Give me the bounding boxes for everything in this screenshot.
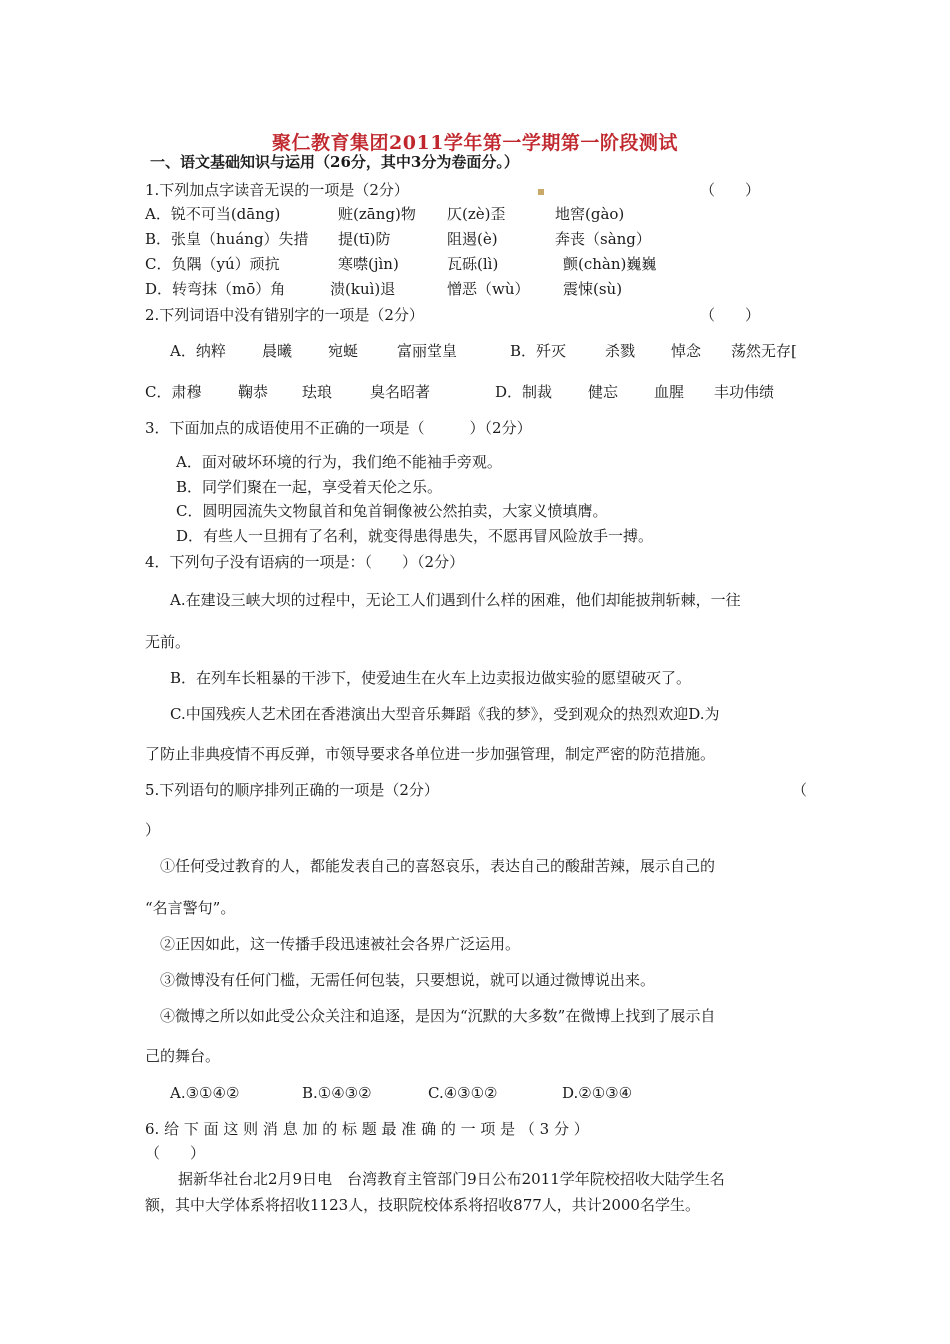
q5-sentence-4b: 己的舞台。 bbox=[145, 1047, 221, 1065]
q1-option-b: 奔丧（sàng） bbox=[555, 230, 651, 248]
q5-option: A.③①④② bbox=[170, 1084, 240, 1102]
q1-stem: 1.下列加点字读音无误的一项是（2分） bbox=[145, 181, 409, 199]
q5-paren-open: （ bbox=[792, 781, 808, 799]
q5-sentence-2: ②正因如此，这一传播手段迅速被社会各界广泛运用。 bbox=[160, 935, 521, 953]
q3-option-d: D．有些人一旦拥有了名利，就变得患得患失，不愿再冒风险放手一搏。 bbox=[176, 527, 654, 545]
q2-stem: 2.下列词语中没有错别字的一项是（2分） bbox=[145, 306, 424, 324]
q5-sentence-1b: “名言警句”。 bbox=[145, 899, 236, 917]
q5-sentence-4a: ④微博之所以如此受公众关注和追逐，是因为“沉默的大多数”在微博上找到了展示自 bbox=[160, 1007, 716, 1025]
q3-stem: 3．下面加点的成语使用不正确的一项是（ ）（2分） bbox=[145, 419, 532, 437]
q4-option-a-line1: A.在建设三峡大坝的过程中，无论工人们遇到什么样的困难，他们却能披荆斩棘，一往 bbox=[170, 591, 741, 609]
q6-stem: 6. 给 下 面 这 则 消 息 加 的 标 题 最 准 确 的 一 项 是 （ 3 分 ） bbox=[145, 1120, 589, 1138]
q4-stem: 4．下列句子没有语病的一项是：（ ）（2分） bbox=[145, 553, 465, 571]
q3-option-b: B．同学们聚在一起，享受着天伦之乐。 bbox=[176, 478, 443, 496]
q4-option-c-line2: 了防止非典疫情不再反弹，市领导要求各单位进一步加强管理，制定严密的防范措施。 bbox=[145, 745, 716, 763]
q5-stem: 5.下列语句的顺序排列正确的一项是（2分） bbox=[145, 781, 439, 799]
q2-word: A．纳粹 bbox=[170, 342, 226, 360]
q2-word: 健忘 bbox=[588, 383, 619, 401]
q1-option-d: 溃(kuì)退 bbox=[330, 280, 396, 298]
q2-word: 杀戮 bbox=[605, 342, 636, 360]
q2-word: 晨曦 bbox=[262, 342, 293, 360]
q6-paragraph-line1: 据新华社台北2月9日电 台湾教育主管部门9日公布2011学年院校招收大陆学生名 bbox=[178, 1170, 725, 1188]
q1-option-c: 瓦砾(lì) bbox=[447, 255, 499, 273]
q4-option-b: B．在列车长粗暴的干涉下，使爱迪生在火车上边卖报边做实验的愿望破灭了。 bbox=[170, 669, 692, 687]
q3-option-a: A．面对破坏环境的行为，我们绝不能袖手旁观。 bbox=[176, 453, 502, 471]
q5-paren-close: ） bbox=[145, 821, 161, 839]
q2-word: 荡然无存[ bbox=[731, 342, 797, 360]
q2-word: 宛蜒 bbox=[328, 342, 359, 360]
q1-option-a: 仄(zè)歪 bbox=[447, 205, 506, 223]
q1-option-b: 阻遏(è) bbox=[447, 230, 498, 248]
q2-word: 悼念 bbox=[671, 342, 702, 360]
q2-word: 鞠恭 bbox=[238, 383, 269, 401]
q1-option-b: B．张皇（huáng）失措 bbox=[145, 230, 309, 248]
q2-word: 富丽堂皇 bbox=[397, 342, 458, 360]
q2-word: B．歼灭 bbox=[510, 342, 567, 360]
q1-option-c: 颤(chàn)巍巍 bbox=[563, 255, 657, 273]
q2-word: C．肃穆 bbox=[145, 383, 202, 401]
q1-option-c: 寒噤(jìn) bbox=[338, 255, 399, 273]
q2-word: D．制裁 bbox=[495, 383, 553, 401]
decoration-mark bbox=[538, 189, 544, 195]
q3-option-c: C．圆明园流失文物鼠首和兔首铜像被公然拍卖，大家义愤填膺。 bbox=[176, 502, 608, 520]
q1-option-d: 震悚(sù) bbox=[563, 280, 623, 298]
q4-option-c-line1: C.中国残疾人艺术团在香港演出大型音乐舞蹈《我的梦》，受到观众的热烈欢迎D.为 bbox=[170, 705, 720, 723]
q5-option: D.②①③④ bbox=[562, 1084, 633, 1102]
q2-word: 血腥 bbox=[654, 383, 685, 401]
q1-option-c: C．负隅（yú）顽抗 bbox=[145, 255, 280, 273]
section-heading: 一、语文基础知识与运用（26分，其中3分为卷面分。） bbox=[150, 153, 519, 171]
q5-sentence-1a: ①任何受过教育的人，都能发表自己的喜怒哀乐，表达自己的酸甜苦辣，展示自己的 bbox=[160, 857, 716, 875]
q5-sentence-3: ③微博没有任何门槛，无需任何包装，只要想说，就可以通过微博说出来。 bbox=[160, 971, 656, 989]
q1-option-d: 憎恶（wù） bbox=[447, 280, 530, 298]
q2-word: 珐琅 bbox=[302, 383, 333, 401]
q1-option-d: D．转弯抹（mō）角 bbox=[145, 280, 286, 298]
q2-word: 丰功伟绩 bbox=[714, 383, 775, 401]
q1-option-b: 提(tī)防 bbox=[338, 230, 391, 248]
q1-option-a: A．锐不可当(dāng) bbox=[145, 205, 281, 223]
q2-answer-paren: （ ） bbox=[700, 306, 761, 324]
q4-option-a-line2: 无前。 bbox=[145, 633, 191, 651]
q1-option-a: 地窖(gào) bbox=[555, 205, 625, 223]
q6-answer-paren: （ ） bbox=[145, 1144, 206, 1162]
q2-word: 臭名昭著 bbox=[370, 383, 431, 401]
q5-option: C.④③①② bbox=[428, 1084, 498, 1102]
exam-title: 聚仁教育集团2011学年第一学期第一阶段测试 bbox=[272, 132, 678, 154]
q1-answer-paren: （ ） bbox=[700, 181, 761, 199]
q5-option: B.①④③② bbox=[302, 1084, 372, 1102]
q1-option-a: 赃(zāng)物 bbox=[338, 205, 416, 223]
q6-paragraph-line2: 额，其中大学体系将招收1123人，技职院校体系将招收877人，共计2000名学生。 bbox=[145, 1196, 700, 1214]
